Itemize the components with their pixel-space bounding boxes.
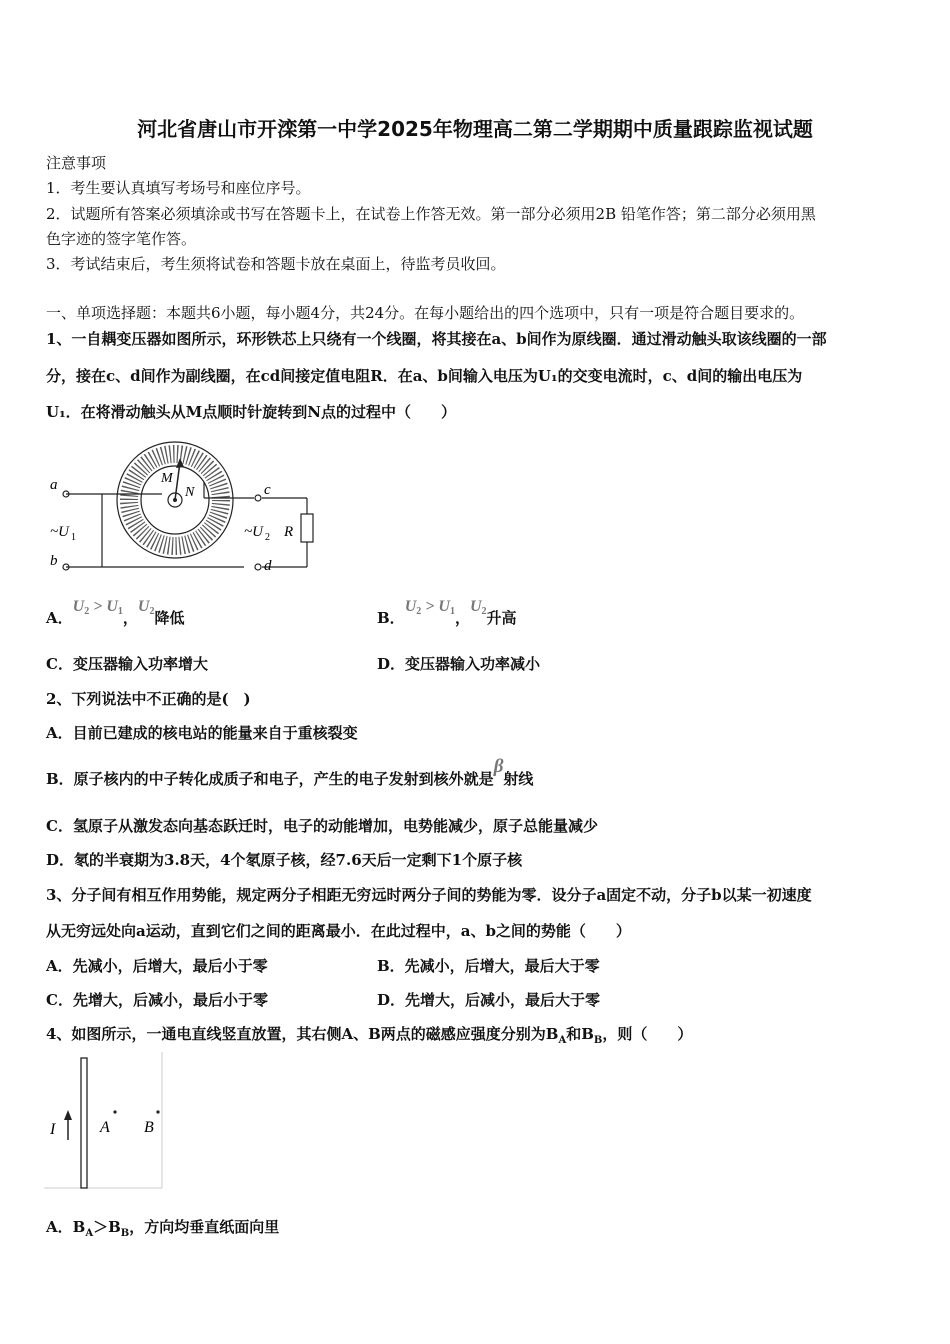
q3-option-a: A．先减小，后增大，最后小于零	[46, 957, 268, 975]
q3-option-c: C．先增大，后减小，最后小于零	[46, 991, 268, 1009]
transformer-figure	[44, 432, 324, 580]
q4-option-a: A．$B_A>B_B$，方向均垂直纸面向里	[46, 1218, 280, 1239]
label-U1-sub: 1	[71, 532, 76, 543]
label-c: c	[264, 482, 271, 498]
notice-item: 3．考试结束后，考生须将试卷和答题卡放在桌面上，待监考员收回。	[46, 255, 506, 273]
q4-stem: 4、如图所示，一通电直线竖直放置，其右侧A、B两点的磁感应强度分别为$B_A$和$B_B$，则（ ）	[46, 1025, 693, 1046]
q2-option-a: A．目前已建成的核电站的能量来自于重核裂变	[46, 724, 358, 742]
label-point-A: A	[100, 1119, 110, 1136]
label-a: a	[50, 477, 58, 493]
label-point-B: B	[144, 1119, 154, 1136]
current-wire	[81, 1058, 87, 1188]
label-I: I	[50, 1121, 56, 1138]
label-M: M	[161, 471, 173, 486]
q1-stem-line: 分，接在c、d间作为副线圈，在cd间接定值电阻R．在a、b间输入电压为U₁的交变电流时，c、d间的输出电压为	[46, 367, 803, 385]
q3-stem-line: 3、分子间有相互作用势能，规定两分子相距无穷远时两分子间的势能为零．设分子a固定不动，分子b以某一初速度	[46, 886, 812, 904]
q3-stem-line: 从无穷远处向a运动，直到它们之间的距离最小．在此过程中，a、b之间的势能（ ）	[46, 922, 631, 940]
label-d: d	[264, 558, 272, 574]
section-heading: 一、单项选择题：本题共6小题，每小题4分，共24分。在每小题给出的四个选项中，只有一项是符合题目要求的。	[46, 304, 805, 322]
q1-stem-line: 1、一自耦变压器如图所示，环形铁芯上只绕有一个线圈，将其接在a、b间作为原线圈．通过滑动触头取该线圈的一部	[46, 330, 827, 348]
q2-stem: 2、下列说法中不正确的是( )	[46, 690, 251, 708]
label-U1: ~U	[50, 524, 69, 540]
q1-option-d: D．变压器输入功率减小	[377, 655, 541, 673]
q1-stem-line: U₁．在将滑动触头从M点顺时针旋转到N点的过程中（ ）	[46, 403, 456, 421]
q2-option-d: D．氡的半衰期为3.8天，4个氡原子核，经7.6天后一定剩下1个原子核	[46, 851, 523, 869]
label-U2-sub: 2	[265, 532, 270, 543]
q1-option-a: A．$U_2 > U_1$，$U_2$降低	[46, 598, 185, 627]
q1-option-c: C．变压器输入功率增大	[46, 655, 208, 673]
label-b: b	[50, 553, 58, 569]
notice-item: 1．考生要认真填写考场号和座位序号。	[46, 179, 311, 197]
notice-heading: 注意事项	[46, 154, 107, 172]
wire-figure	[44, 1052, 164, 1192]
q2-option-c: C．氢原子从激发态向基态跃迁时，电子的动能增加，电势能减少，原子总能量减少	[46, 817, 598, 835]
point-B	[156, 1110, 159, 1113]
notice-item: 2．试题所有答案必须填涂或书写在答题卡上，在试卷上作答无效。第一部分必须用2B 铅笔作答；第二部分必须用黑	[46, 205, 816, 223]
label-N: N	[185, 485, 195, 500]
label-U2: ~U	[244, 524, 263, 540]
q3-option-d: D．先增大，后减小，最后大于零	[377, 991, 601, 1009]
q3-option-b: B．先减小，后增大，最后大于零	[377, 957, 600, 975]
label-R: R	[284, 524, 294, 540]
page-title: 河北省唐山市开滦第一中学2025年物理高二第二学期期中质量跟踪监视试题	[137, 117, 813, 141]
q2-option-b: B．原子核内的中子转化成质子和电子，产生的电子发射到核外就是β射线	[46, 756, 534, 788]
q1-option-b: B．$U_2 > U_1$，$U_2$升高	[377, 598, 517, 627]
point-A	[113, 1110, 116, 1113]
notice-item: 色字迹的签字笔作答。	[46, 230, 197, 248]
